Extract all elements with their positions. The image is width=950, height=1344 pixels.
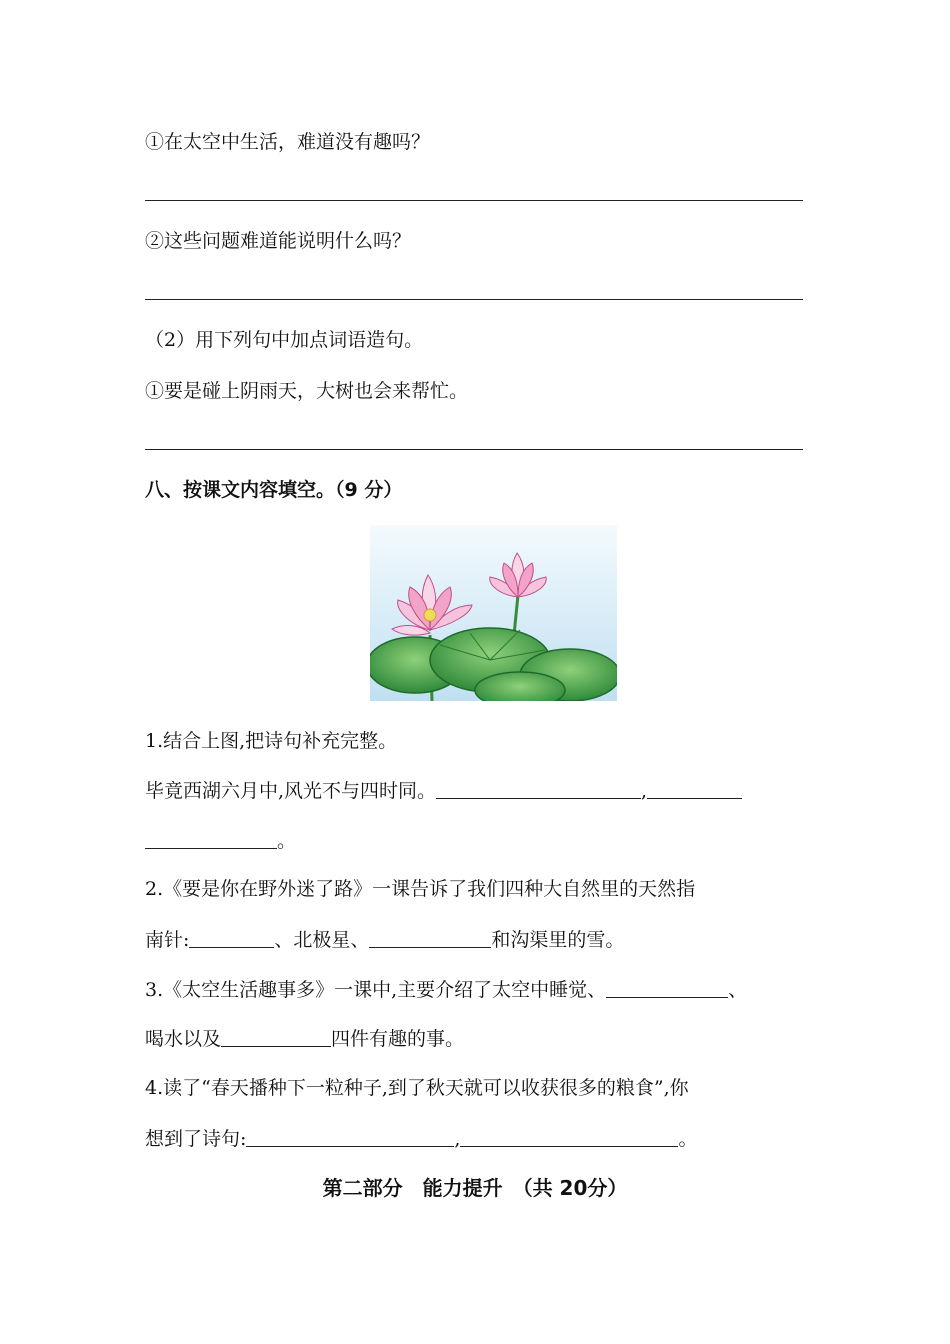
question-2-line-1: 2.《要是你在野外迷了路》一课告诉了我们四种大自然里的天然指	[145, 878, 696, 900]
blank[interactable]	[246, 1126, 454, 1147]
text: 3.《太空生活趣事多》一课中,主要介绍了太空中睡觉、	[145, 979, 607, 1001]
comma: ,	[454, 1128, 461, 1150]
blank[interactable]	[460, 1126, 678, 1147]
blank[interactable]	[221, 1026, 331, 1047]
text: 、北极星、	[274, 929, 370, 951]
blank[interactable]	[369, 927, 491, 948]
question-1-line	[145, 778, 742, 803]
answer-line[interactable]	[145, 449, 803, 450]
question-1-line-2	[145, 828, 296, 853]
question-1-prompt: 1.结合上图,把诗句补充完整。	[145, 730, 398, 752]
text: 四件有趣的事。	[331, 1028, 465, 1050]
section-8-title: 八、按课文内容填空。（9 分）	[145, 479, 403, 501]
question-4-line-2	[145, 1126, 697, 1151]
blank[interactable]	[189, 927, 274, 948]
text: 想到了诗句:	[145, 1128, 247, 1150]
lotus-illustration	[370, 525, 617, 701]
part-2-title: 第二部分 能力提升 （共 20分）	[322, 1176, 628, 1200]
answer-line[interactable]	[145, 299, 803, 300]
question-7-2: （2）用下列句中加点词语造句。	[145, 329, 424, 351]
blank[interactable]	[145, 828, 277, 849]
period: 。	[678, 1128, 698, 1150]
sentence-7-1-b: ②这些问题难道能说明什么吗？	[145, 230, 412, 252]
text: 南针:	[145, 929, 190, 951]
text: 、	[728, 979, 748, 1001]
comma: ,	[641, 780, 648, 802]
blank[interactable]	[436, 778, 641, 799]
text: 和沟渠里的雪。	[491, 929, 625, 951]
question-3-line-1	[145, 977, 747, 1002]
period: 。	[277, 830, 297, 852]
blank[interactable]	[647, 778, 742, 799]
poem-line: 毕竟西湖六月中,风光不与四时同。	[145, 780, 437, 802]
blank[interactable]	[606, 977, 728, 998]
question-4-line-1: 4.读了“春天播种下一粒种子,到了秋天就可以收获很多的粮食”,你	[145, 1077, 689, 1099]
sentence-7-1-a: ①在太空中生活，难道没有趣吗？	[145, 131, 431, 153]
question-3-line-2	[145, 1026, 464, 1051]
question-2-line-2	[145, 927, 624, 952]
text: 喝水以及	[145, 1028, 222, 1050]
answer-line[interactable]	[145, 200, 803, 201]
sentence-7-2-a: ①要是碰上阴雨天，大树也会来帮忙。	[145, 380, 469, 402]
